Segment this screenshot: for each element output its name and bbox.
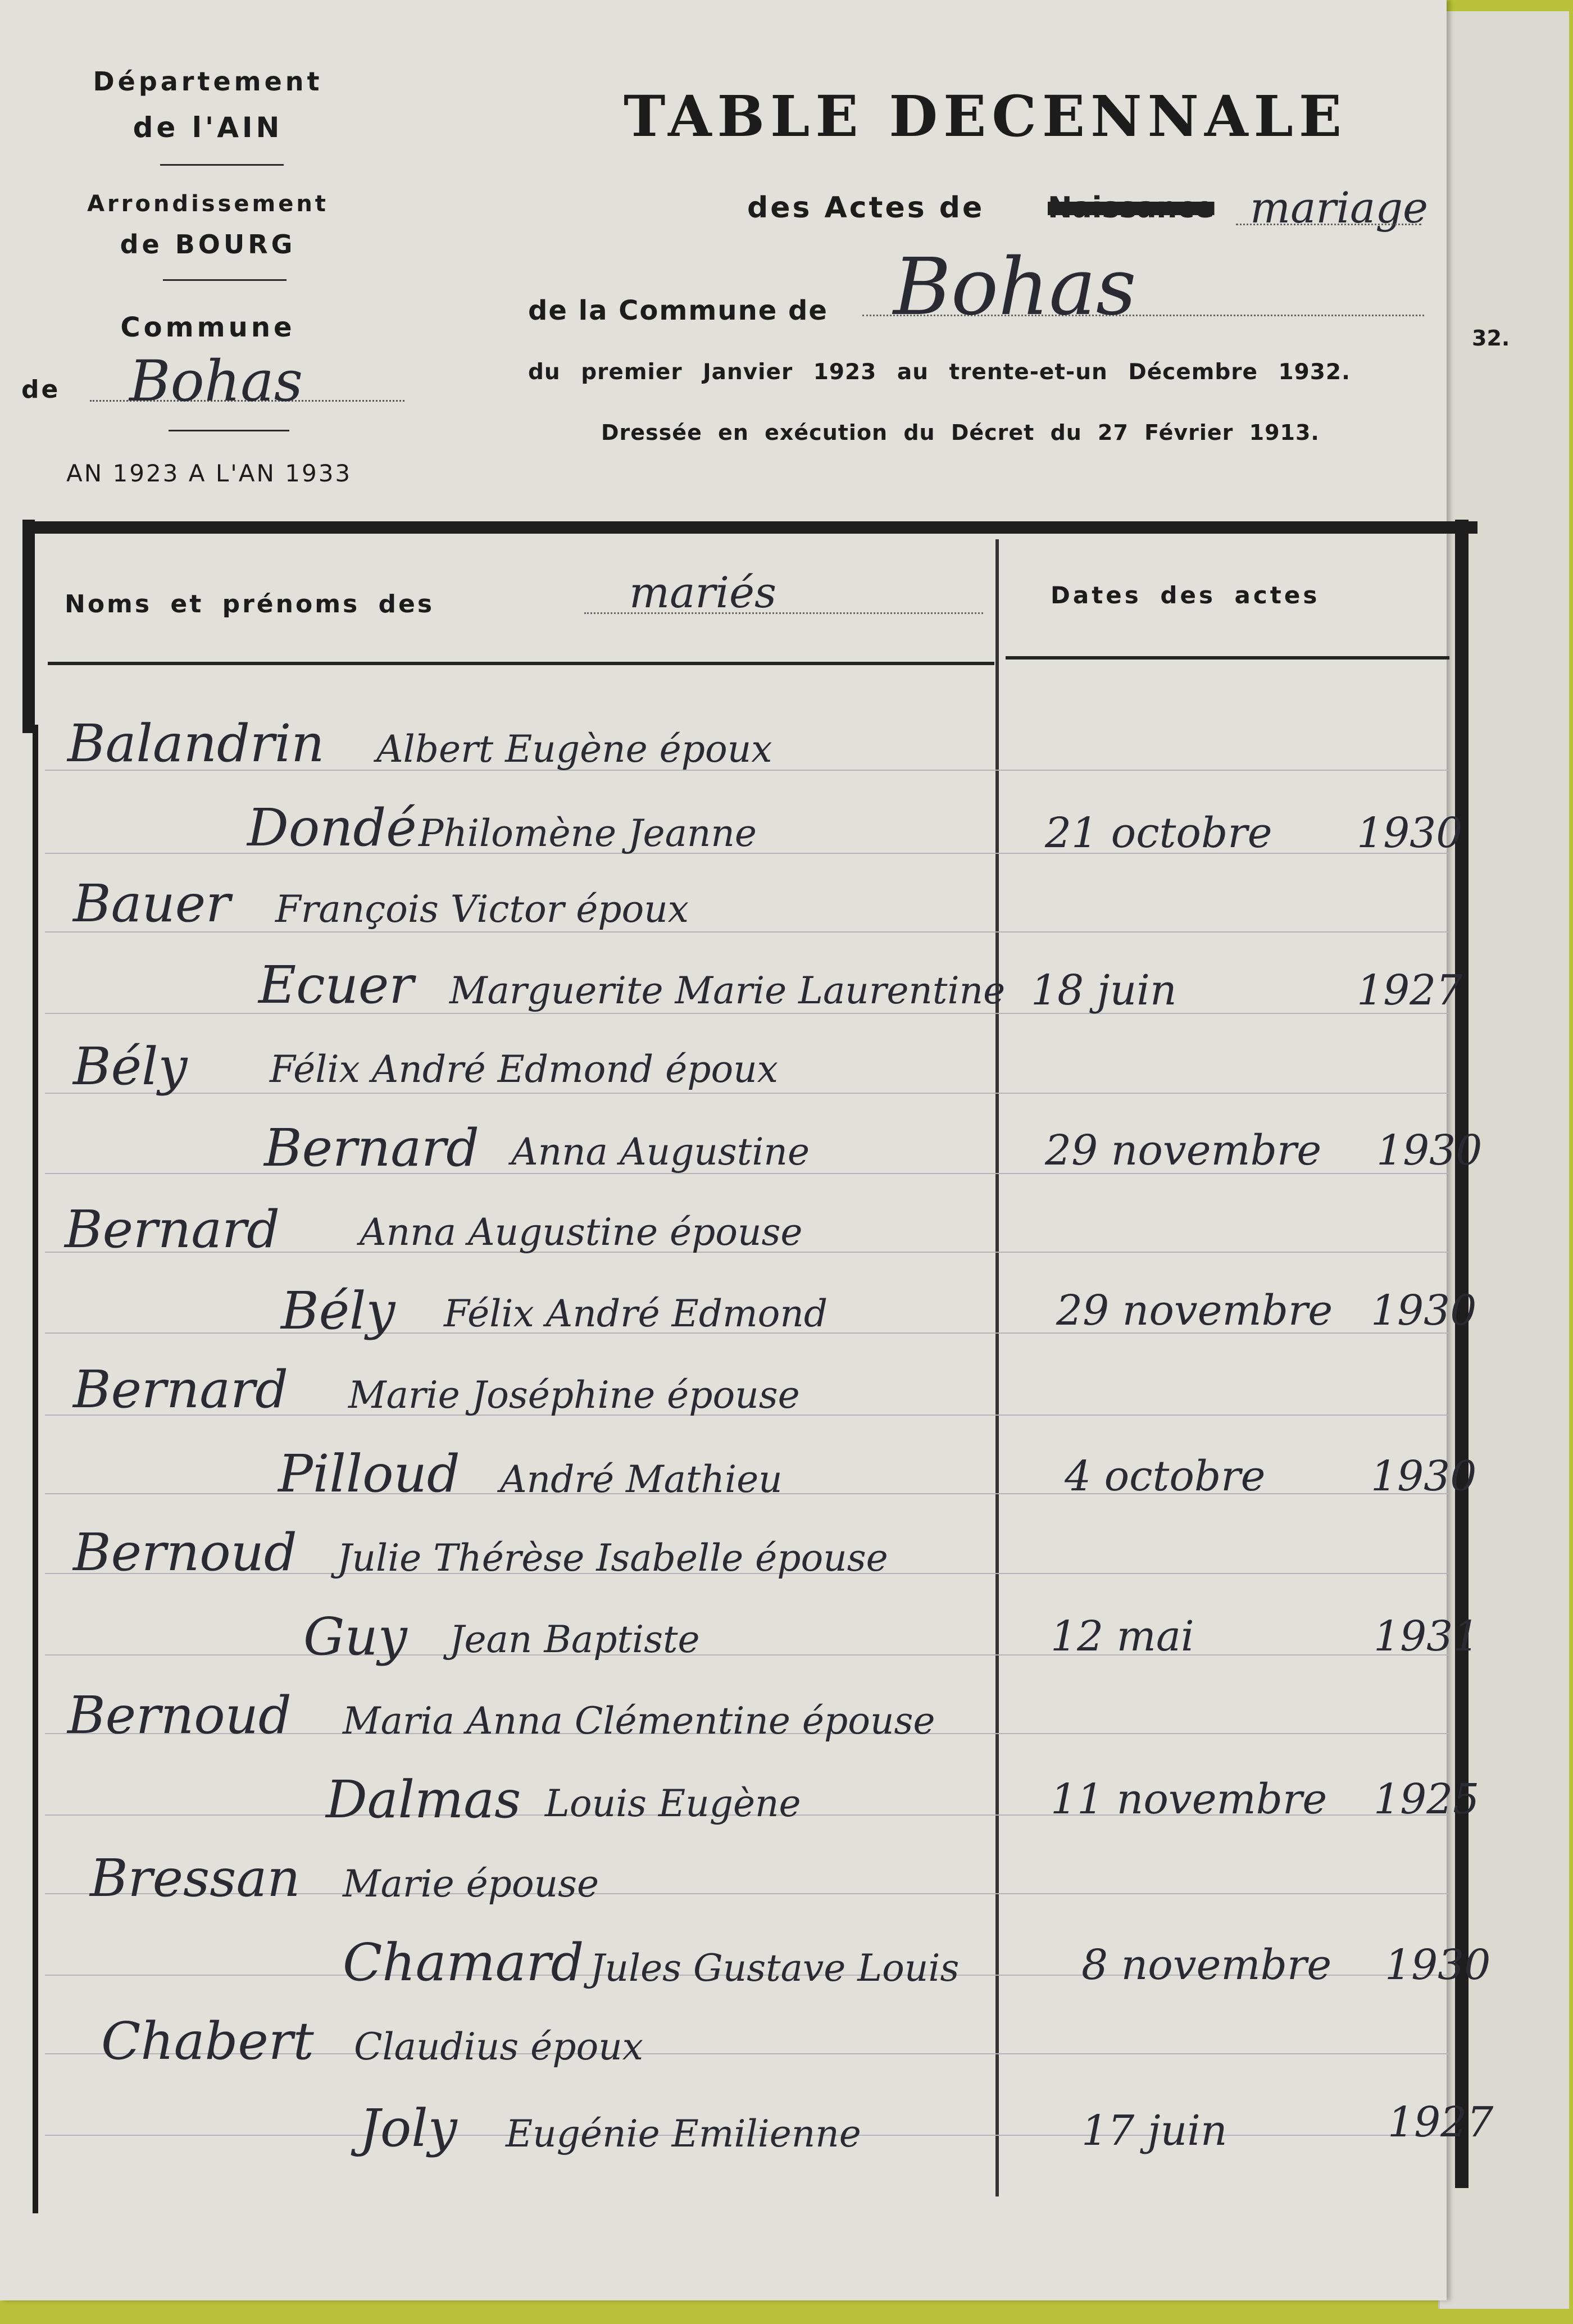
edge-fragment: 32. — [1472, 326, 1510, 351]
spouse1-surname: Bauer — [73, 874, 231, 934]
ruled-line — [45, 1013, 1449, 1014]
spouse1-given: Albert Eugène époux — [376, 727, 772, 771]
acts-struck-word: Naissance — [1048, 191, 1215, 225]
names-column-handwritten: mariés — [629, 567, 776, 617]
commune-prefix-right: de la Commune de — [528, 295, 828, 326]
spouse2-surname: Dondé — [247, 798, 417, 858]
commune-right-handwritten: Bohas — [893, 242, 1136, 333]
act-year: 1930 — [1357, 809, 1463, 857]
spouse2-surname: Joly — [360, 2098, 457, 2158]
act-date: 11 novembre — [1051, 1775, 1327, 1823]
spouse2-given: André Mathieu — [500, 1458, 783, 1501]
spouse1-given: Julie Thérèse Isabelle épouse — [337, 1536, 888, 1580]
spouse2-given: Félix André Edmond — [444, 1292, 828, 1335]
spouse2-surname: Pilloud — [278, 1444, 460, 1504]
period-label: AN 1923 A L'AN 1933 — [66, 460, 352, 487]
ruled-line — [45, 931, 1449, 933]
page-title: TABLE DECENNALE — [624, 83, 1348, 149]
spouse1-given: Marie épouse — [343, 1862, 599, 1905]
spouse1-surname: Bernard — [73, 1359, 289, 1420]
spouse1-surname: Balandrin — [67, 713, 325, 774]
spouse1-surname: Bély — [73, 1036, 188, 1097]
spouse2-given: Marguerite Marie Laurentine — [449, 969, 1006, 1012]
spouse2-surname: Bély — [281, 1281, 395, 1341]
column-divider — [995, 539, 999, 2196]
arrondissement-line1: Arrondissement — [87, 191, 329, 217]
spouse1-surname: Bernard — [65, 1199, 280, 1259]
divider — [160, 164, 284, 166]
spouse2-surname: Dalmas — [326, 1770, 521, 1830]
act-date: 12 mai — [1051, 1612, 1194, 1661]
names-column-header: Noms et prénoms des — [65, 590, 435, 618]
spouse2-given: Louis Eugène — [545, 1782, 801, 1825]
act-date: 17 juin — [1081, 2107, 1228, 2155]
ruled-line — [45, 1093, 1449, 1094]
header-bottom-rule-right — [1006, 656, 1449, 660]
spouse2-given: Philomène Jeanne — [419, 812, 757, 855]
spouse2-given: Eugénie Emilienne — [506, 2112, 861, 2155]
names-header-dotted-line — [584, 612, 983, 614]
spouse2-given: Anna Augustine — [511, 1130, 810, 1174]
act-year: 1930 — [1376, 1126, 1483, 1175]
act-year: 1930 — [1385, 1941, 1491, 1989]
act-year: 1927 — [1388, 2098, 1494, 2146]
spouse1-given: Marie Joséphine épouse — [348, 1374, 800, 1417]
commune-label: Commune — [120, 312, 295, 343]
spouse1-given: Claudius époux — [354, 2025, 643, 2068]
dates-column-header: Dates des actes — [1051, 581, 1320, 609]
department-line2: de l'AIN — [133, 111, 283, 144]
spouse2-given: Jean Baptiste — [449, 1618, 700, 1661]
period-line: du premier Janvier 1923 au trente-et-un Décembre 1932. — [528, 360, 1351, 385]
spouse1-given: François Victor époux — [275, 888, 689, 931]
decree-line: Dressée en exécution du Décret du 27 Février 1913. — [601, 420, 1320, 445]
act-year: 1925 — [1374, 1775, 1480, 1823]
act-year: 1931 — [1374, 1612, 1480, 1661]
act-year: 1927 — [1357, 966, 1463, 1015]
spouse2-surname: Guy — [303, 1607, 407, 1667]
acts-handwritten: mariage — [1250, 183, 1428, 233]
commune-prefix: de — [21, 375, 61, 404]
spouse2-given: Jules Gustave Louis — [590, 1946, 960, 1990]
table-left-border — [22, 520, 35, 733]
spouse2-surname: Ecuer — [258, 955, 414, 1015]
divider — [163, 279, 287, 281]
table-right-border — [1455, 520, 1469, 2188]
spouse1-given: Anna Augustine épouse — [360, 1211, 803, 1254]
table-top-border — [22, 521, 1477, 534]
arrondissement-line2: de BOURG — [120, 229, 296, 260]
act-date: 8 novembre — [1081, 1941, 1332, 1989]
spouse1-given: Félix André Edmond époux — [270, 1048, 778, 1091]
act-year: 1930 — [1371, 1452, 1477, 1500]
act-date: 4 octobre — [1065, 1452, 1266, 1500]
ruled-line — [45, 1654, 1449, 1656]
act-date: 21 octobre — [1045, 809, 1272, 857]
table-left-border-lower — [33, 725, 38, 2213]
spouse1-surname: Bernoud — [67, 1685, 292, 1745]
header-bottom-rule-left — [48, 662, 994, 665]
commune-handwritten: Bohas — [129, 348, 303, 414]
acts-prefix: des Actes de — [747, 191, 985, 225]
act-date: 29 novembre — [1045, 1126, 1322, 1175]
divider — [169, 430, 289, 431]
spouse2-surname: Bernard — [264, 1118, 480, 1178]
act-date: 29 novembre — [1056, 1286, 1333, 1335]
spouse1-surname: Bressan — [90, 1848, 301, 1908]
spouse1-surname: Chabert — [101, 2011, 314, 2071]
spouse2-surname: Chamard — [343, 1932, 584, 1993]
act-year: 1930 — [1371, 1286, 1477, 1335]
spouse1-given: Maria Anna Clémentine épouse — [343, 1699, 935, 1743]
spouse1-surname: Bernoud — [73, 1522, 297, 1582]
department-line1: Département — [93, 66, 323, 97]
acts-dotted-line — [1236, 224, 1421, 225]
act-date: 18 juin — [1031, 966, 1177, 1015]
